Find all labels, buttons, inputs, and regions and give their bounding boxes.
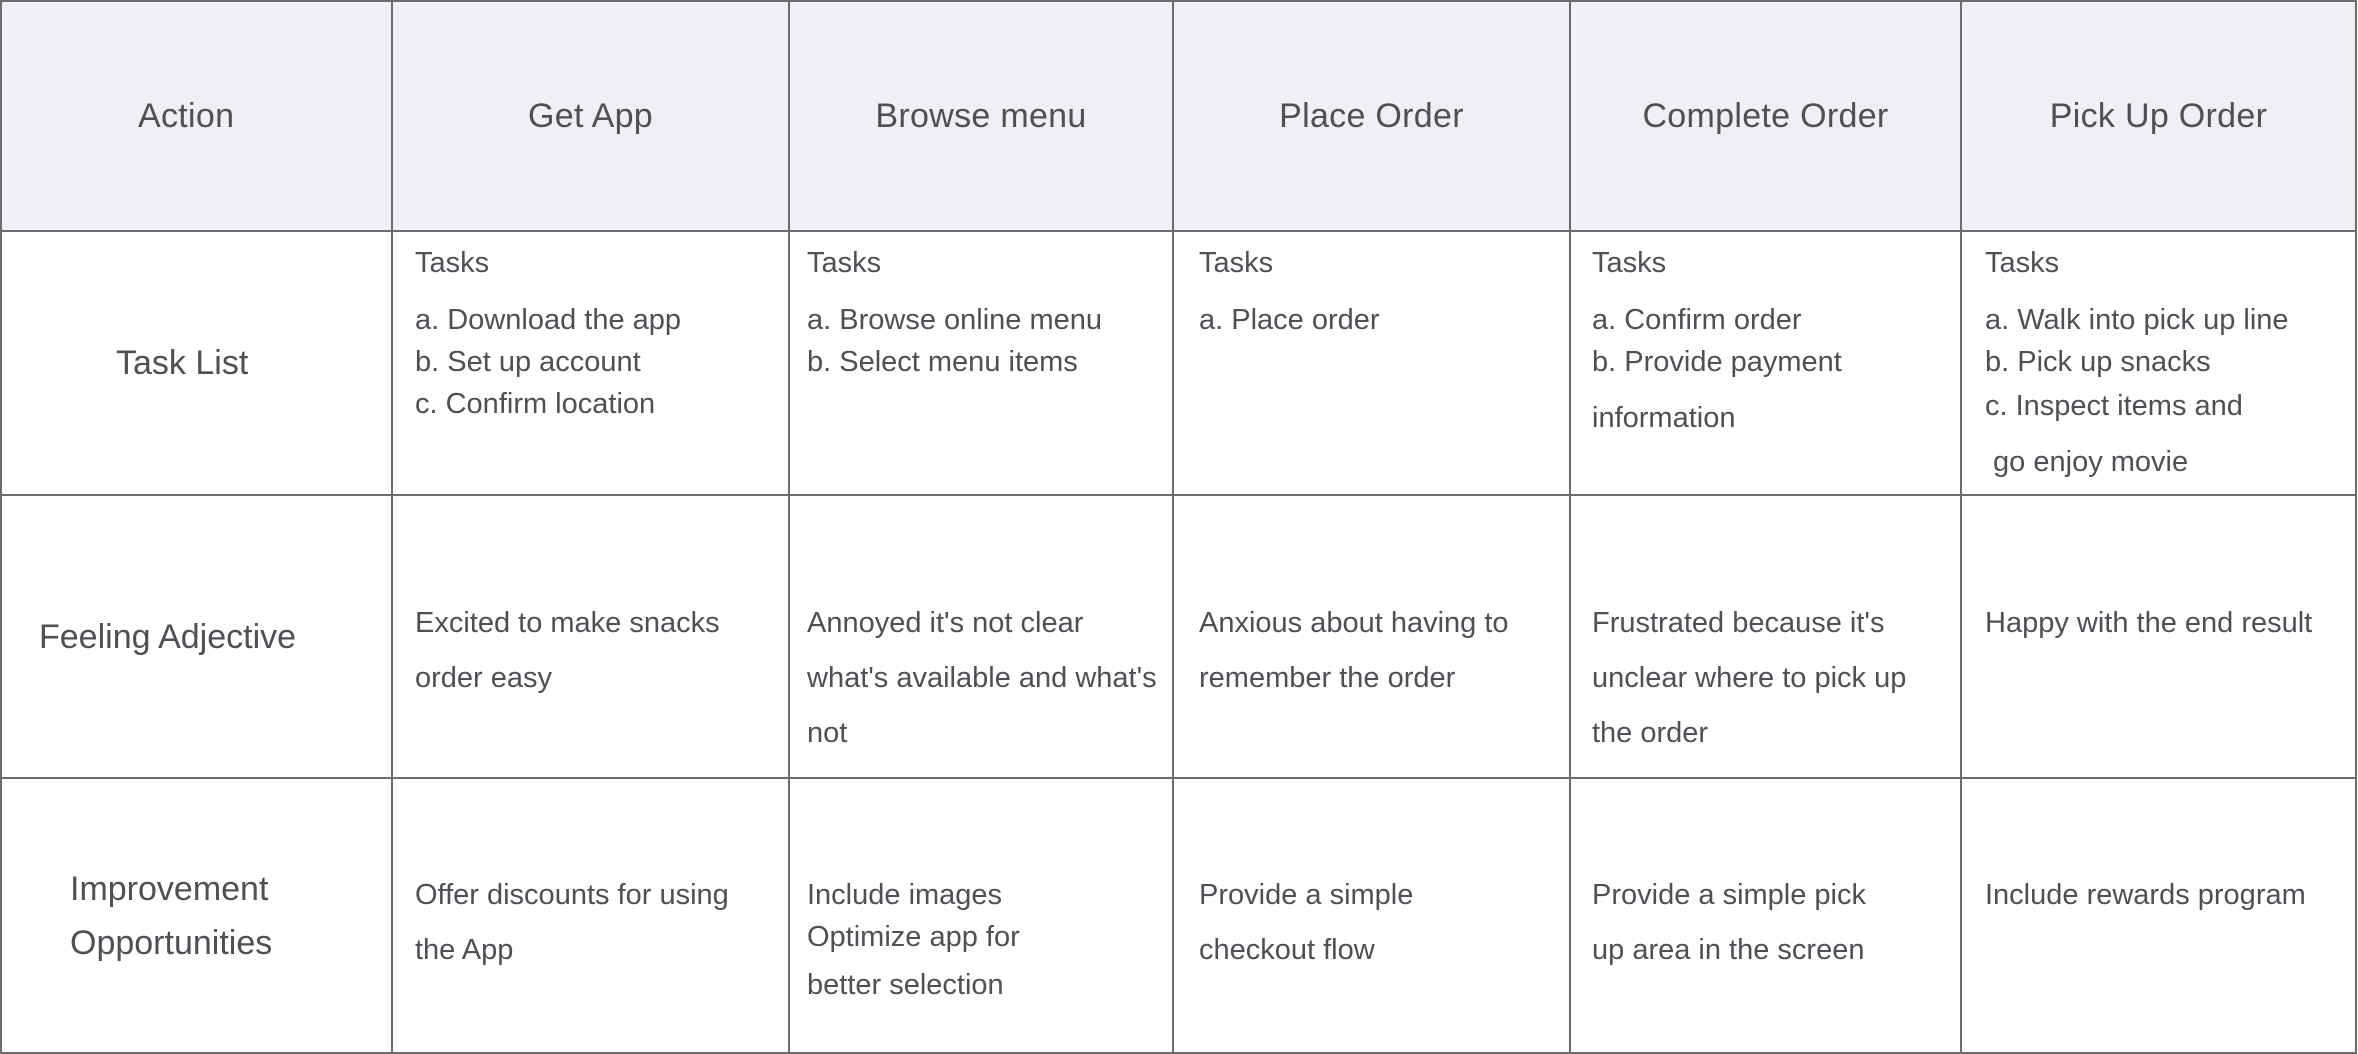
feeling-line: not bbox=[807, 717, 848, 749]
task-item: a. Place order bbox=[1199, 304, 1380, 336]
feeling-cell-pick-up-order bbox=[1962, 496, 2355, 779]
task-item: a. Walk into pick up line bbox=[1985, 304, 2289, 336]
feeling-line: the order bbox=[1592, 717, 1709, 749]
feeling-text bbox=[1199, 596, 1509, 706]
feeling-text bbox=[1985, 596, 2312, 651]
improvement-cell-complete-order bbox=[1571, 779, 1962, 1052]
feeling-cell-complete-order bbox=[1571, 496, 1962, 779]
row-label bbox=[70, 862, 272, 970]
header-label: Pick Up Order bbox=[2049, 96, 2268, 135]
feeling-text bbox=[1592, 596, 1906, 761]
header-label: Action bbox=[138, 96, 235, 135]
task-item: go enjoy movie bbox=[1985, 446, 2189, 478]
task-list bbox=[415, 299, 681, 425]
task-item: a. Browse online menu bbox=[807, 304, 1102, 336]
row-label-feeling bbox=[2, 496, 393, 779]
task-list bbox=[1199, 299, 1380, 341]
improvement-text bbox=[1592, 868, 1866, 978]
improvement-line: Offer discounts for using bbox=[415, 879, 729, 911]
row-label: Feeling Adjective bbox=[39, 617, 297, 656]
improvement-line: checkout flow bbox=[1199, 934, 1375, 966]
improvement-text bbox=[1985, 868, 2306, 923]
task-cell-place-order bbox=[1174, 232, 1571, 496]
header-label: Complete Order bbox=[1642, 96, 1889, 135]
feeling-line: remember the order bbox=[1199, 662, 1456, 694]
task-cell-browse-menu bbox=[790, 232, 1174, 496]
task-list bbox=[1592, 299, 1842, 439]
feeling-line: Annoyed it's not clear bbox=[807, 607, 1084, 639]
improvement-line: Optimize app for bbox=[807, 921, 1020, 953]
row-label-line: Opportunities bbox=[70, 923, 273, 962]
task-item: b. Provide payment bbox=[1592, 346, 1842, 378]
improvement-line: Include rewards program bbox=[1985, 879, 2306, 911]
row-label-improvement bbox=[2, 779, 393, 1052]
task-list bbox=[807, 299, 1102, 383]
task-cell-get-app bbox=[393, 232, 790, 496]
feeling-text bbox=[807, 596, 1157, 761]
task-item: b. Set up account bbox=[415, 346, 641, 378]
improvement-line: Provide a simple bbox=[1199, 879, 1414, 911]
feeling-line: what's available and what's bbox=[807, 662, 1157, 694]
header-place-order bbox=[1174, 2, 1571, 232]
row-label-task-list bbox=[2, 232, 393, 496]
row-label: Task List bbox=[116, 344, 249, 382]
task-item: a. Download the app bbox=[415, 304, 682, 336]
header-label: Browse menu bbox=[875, 96, 1087, 135]
header-label: Place Order bbox=[1279, 96, 1464, 135]
feeling-line: Anxious about having to bbox=[1199, 607, 1509, 639]
task-list bbox=[1985, 299, 2289, 483]
task-cell-complete-order bbox=[1571, 232, 1962, 496]
tasks-title: Tasks bbox=[807, 247, 882, 279]
improvement-line: the App bbox=[415, 934, 514, 966]
tasks-title: Tasks bbox=[415, 247, 490, 279]
header-complete-order bbox=[1571, 2, 1962, 232]
tasks-title: Tasks bbox=[1985, 247, 2060, 279]
feeling-cell-browse-menu bbox=[790, 496, 1174, 779]
improvement-cell-place-order bbox=[1174, 779, 1571, 1052]
improvement-cell-browse-menu bbox=[790, 779, 1174, 1052]
task-item: b. Pick up snacks bbox=[1985, 346, 2211, 378]
feeling-text bbox=[415, 596, 720, 706]
feeling-cell-get-app bbox=[393, 496, 790, 779]
improvement-line: Provide a simple pick bbox=[1592, 879, 1866, 911]
header-get-app bbox=[393, 2, 790, 232]
task-item: b. Select menu items bbox=[807, 346, 1078, 378]
feeling-cell-place-order bbox=[1174, 496, 1571, 779]
task-cell-pick-up-order bbox=[1962, 232, 2355, 496]
tasks-title: Tasks bbox=[1199, 247, 1274, 279]
feeling-line: unclear where to pick up bbox=[1592, 662, 1907, 694]
feeling-line: order easy bbox=[415, 662, 553, 694]
improvement-cell-pick-up-order bbox=[1962, 779, 2355, 1052]
improvement-cell-get-app bbox=[393, 779, 790, 1052]
improvement-line: up area in the screen bbox=[1592, 934, 1865, 966]
feeling-line: Excited to make snacks bbox=[415, 607, 720, 639]
row-label-line: Improvement bbox=[70, 869, 269, 908]
task-item: a. Confirm order bbox=[1592, 304, 1802, 336]
header-browse-menu bbox=[790, 2, 1174, 232]
task-item: information bbox=[1592, 402, 1736, 434]
tasks-title: Tasks bbox=[1592, 247, 1667, 279]
feeling-line: Frustrated because it's bbox=[1592, 607, 1885, 639]
task-item: c. Confirm location bbox=[415, 388, 656, 420]
task-item: c. Inspect items and bbox=[1985, 390, 2243, 422]
feeling-line: Happy with the end result bbox=[1985, 607, 2313, 639]
improvement-line: better selection bbox=[807, 969, 1004, 1001]
improvement-text bbox=[1199, 868, 1413, 978]
header-action bbox=[2, 2, 393, 232]
header-pick-up-order bbox=[1962, 2, 2355, 232]
improvement-line: Include images bbox=[807, 879, 1003, 911]
improvement-text bbox=[807, 868, 1020, 1013]
header-label: Get App bbox=[528, 96, 653, 135]
improvement-text bbox=[415, 868, 729, 978]
